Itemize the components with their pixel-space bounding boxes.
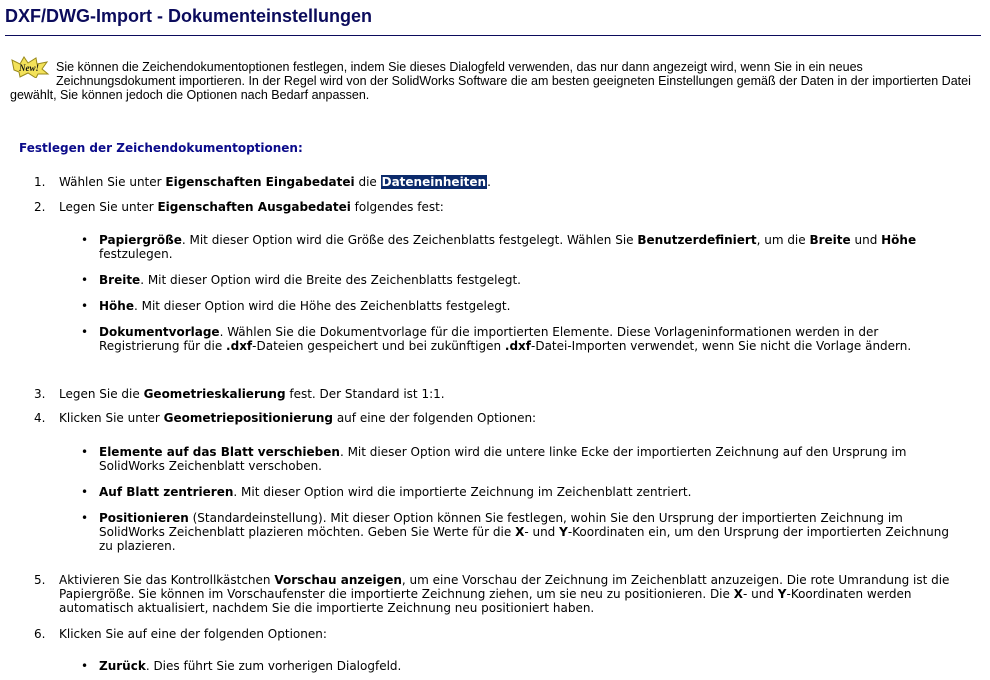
page-title: DXF/DWG-Import - Dokumenteinstellungen: [5, 6, 372, 26]
bullet-text: Zurück. Dies führt Sie zum vorherigen Dialogfeld.: [99, 659, 402, 673]
new-badge-graphic: [10, 56, 50, 78]
title-divider: [5, 35, 981, 36]
step-text: Legen Sie unter Eigenschaften Ausgabedatei folgendes fest:: [59, 200, 444, 214]
step-text: Aktivieren Sie das Kontrollkästchen Vorschau anzeigen, um eine Vorschau der Zeichnung im Zeichenblatt anzuzeigen. Die rote Umrandung ist die Papiergröße. Sie können im Vorschaufenster die importierte Zeichnung ziehen, um sie neu zu positionieren. Die X- und Y-Koordinaten werden automatisch aktualisiert, nachdem Sie die importierte Zeichnung neu positioniert haben.: [59, 573, 950, 615]
step-text: Wählen Sie unter Eigenschaften Eingabedatei die Dateneinheiten.: [59, 175, 491, 189]
step-number: 1.: [34, 175, 46, 189]
svg-text:New!: New!: [19, 63, 39, 73]
bullet-icon: •: [81, 511, 89, 525]
bullet-text: Elemente auf das Blatt verschieben. Mit dieser Option wird die untere linke Ecke der importierten Zeichnung auf den Ursprung im SolidWorks Zeichenblatt verschoben.: [99, 445, 907, 473]
bullet-text: Positionieren (Standardeinstellung). Mit dieser Option können Sie festlegen, wohin Sie den Ursprung der importierten Zeichnung im SolidWorks Zeichenblatt plazieren möchten. Geben Sie Werte für die X- und Y-Koordinaten ein, um den Ursprung der importierten Zeichnung zu plazieren.: [99, 511, 949, 553]
bullet-icon: •: [81, 273, 89, 287]
bullet-icon: •: [81, 445, 89, 459]
bullet-icon: •: [81, 299, 89, 313]
step-text: Legen Sie die Geometrieskalierung fest. Der Standard ist 1:1.: [59, 387, 445, 401]
step-number: 2.: [34, 200, 46, 214]
new-badge-icon: [10, 56, 50, 78]
bullet-icon: •: [81, 485, 89, 499]
bullet-text: Papiergröße. Mit dieser Option wird die Größe des Zeichenblatts festgelegt. Wählen Sie Benutzerdefiniert, um die Breite und Höhe festzulegen.: [99, 233, 917, 261]
step-text: Klicken Sie unter Geometriepositionierung auf eine der folgenden Optionen:: [59, 411, 537, 425]
step-number: 4.: [34, 411, 46, 425]
step-number: 6.: [34, 627, 46, 641]
step-number: 3.: [34, 387, 46, 401]
intro-text: Sie können die Zeichendokumentoptionen festlegen, indem Sie dieses Dialogfeld verwenden, das nur dann angezeigt wird, wenn Sie in ein neues Zeichnungsdokument importieren. In der Regel wird von der SolidWorks Software die am besten geeigneten Einstellungen gemäß der Daten in der importierten Datei gewählt, Sie können jedoch die Optionen nach Bedarf anpassen.: [10, 60, 971, 102]
bullet-icon: •: [81, 659, 89, 673]
bullet-icon: •: [81, 325, 89, 339]
bullet-icon: •: [81, 233, 89, 247]
bullet-text: Höhe. Mit dieser Option wird die Höhe des Zeichenblatts festgelegt.: [99, 299, 511, 313]
procedure-heading: Festlegen der Zeichendokumentoptionen:: [19, 141, 303, 155]
intro-paragraph: [10, 60, 985, 102]
bullet-text: Breite. Mit dieser Option wird die Breite des Zeichenblatts festgelegt.: [99, 273, 521, 287]
dateneinheiten-link[interactable]: Dateneinheiten: [381, 175, 487, 189]
step-number: 5.: [34, 573, 46, 587]
bullet-text: Dokumentvorlage. Wählen Sie die Dokumentvorlage für die importierten Elemente. Diese Vorlageninformationen werden in der Registrierung für die .dxf-Dateien gespeichert und bei zukünftigen .dxf-Datei-Importen verwendet, wenn Sie nicht die Vorlage ändern.: [99, 325, 912, 353]
bullet-text: Auf Blatt zentrieren. Mit dieser Option wird die importierte Zeichnung im Zeichenblatt zentriert.: [99, 485, 692, 499]
step-text: Klicken Sie auf eine der folgenden Optionen:: [59, 627, 327, 641]
